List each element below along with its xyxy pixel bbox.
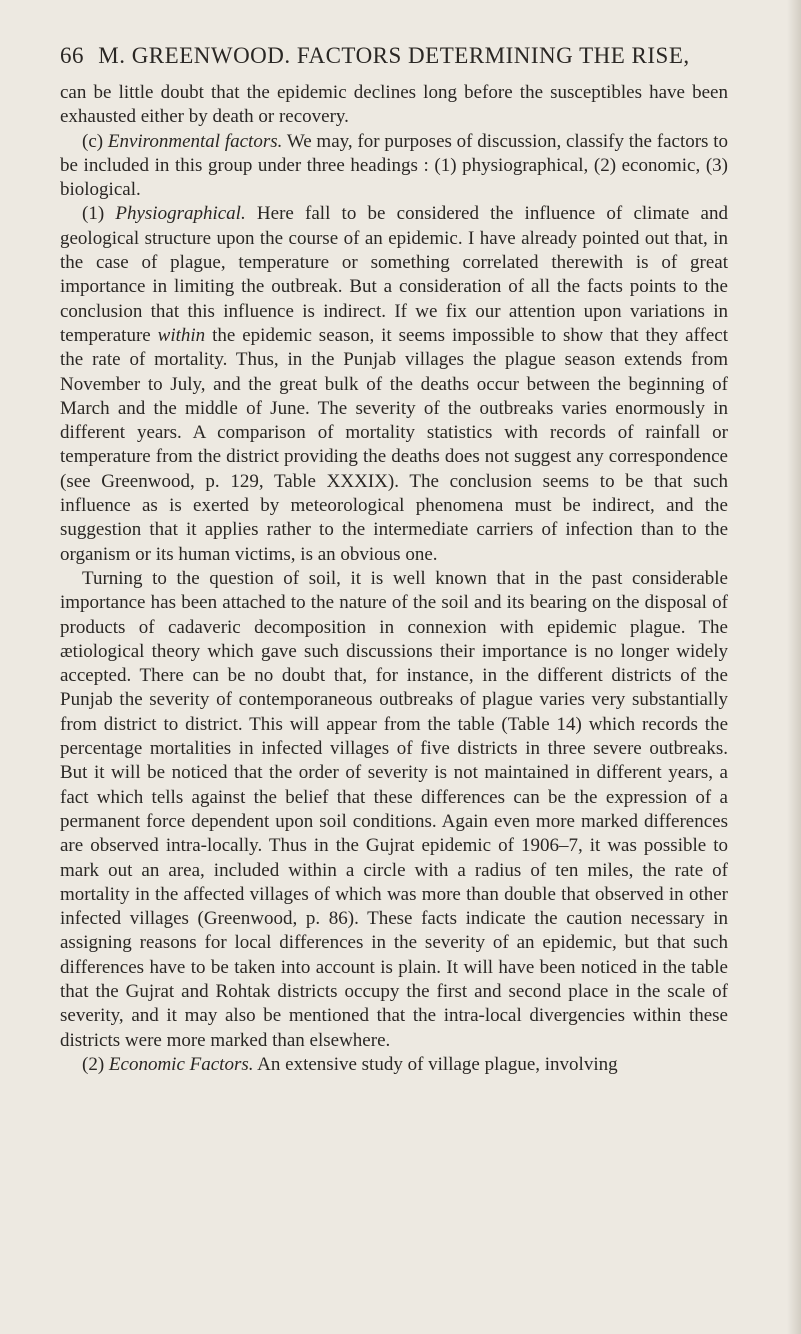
text-run: the epidemic season, it seems impossible to show that they affect the rate of mortality. Thus, in the Punjab villages the plague season extends from November to July, and the great bulk of the deaths occur between the beginning of March and the middle of June. The severity of the outbreaks varies enormously in different years. A comparison of mortality statistics with records of rainfall or temperature from the district providing the deaths does not suggest any correspondence (see Greenwood, p. 129, Table XXXIX). The conclusion seems to be that such influence as is exerted by meteorological phenomena must be indirect, and the suggestion that it applies rather to the intermediate carriers of infection than to the organism or its human victims, is an obvious one. bbox=[60, 324, 728, 565]
page-number: 66 bbox=[60, 43, 84, 68]
running-header bbox=[60, 40, 728, 72]
book-page bbox=[60, 40, 728, 1077]
text-run: An extensive study of village plague, involving bbox=[253, 1053, 618, 1075]
paragraph bbox=[60, 81, 728, 130]
text-run: (c) bbox=[82, 130, 108, 152]
italic-text: Economic Factors. bbox=[108, 1053, 254, 1075]
running-title: M. GREENWOOD. FACTORS DETERMINING THE RISE, bbox=[98, 43, 690, 68]
italic-text: within bbox=[157, 324, 206, 346]
body-text bbox=[60, 81, 728, 1077]
paragraph bbox=[60, 202, 728, 566]
text-run: Turning to the question of soil, it is well known that in the past considerable importance has been attached to the nature of the soil and its bearing on the disposal of products of cadaveric decomposition in connexion with epidemic plague. The ætiological theory which gave such discussions their importance is no longer widely accepted. There can be no doubt that, for instance, in the different districts of the Punjab the severity of contemporaneous outbreaks of plague varies very substantially from district to district. This will appear from the table (Table 14) which records the percentage mortalities in infected villages of five districts in three severe outbreaks. But it will be noticed that the order of severity is not maintained in different years, a fact which tells against the belief that these differences can be the expression of a permanent force dependent upon soil conditions. Again even more marked differences are observed intra-locally. Thus in the Gujrat epidemic of 1906–7, it was possible to mark out an area, included within a circle with a radius of ten miles, the rate of mortality in the affected villages of which was more than double that observed in other infected villages (Greenwood, p. 86). These facts indicate the caution necessary in assigning reasons for local differences in the severity of an epidemic, but that such differences have to be taken into account is plain. It will have been noticed in the table that the Gujrat and Rohtak districts occupy the first and second place in the scale of severity, and it may also be mentioned that the intra-local divergencies within these districts were more marked than elsewhere. bbox=[60, 567, 728, 1051]
italic-text: Environmental factors. bbox=[107, 130, 283, 152]
text-run: We may, for purposes of discussion, classify the factors to be included in this group under three headings : (1) physiographical, (2) economic, (3) biological. bbox=[60, 130, 729, 201]
text-run: Here fall to be considered the influence of climate and geological structure upon the course of an epidemic. I have already pointed out that, in the case of plague, temperature or something correlated therewith is of great importance in limiting the outbreak. But a consideration of all the facts points to the conclusion that this influence is indirect. If we fix our attention upon variations in temperature bbox=[60, 203, 728, 346]
text-run: can be little doubt that the epidemic declines long before the susceptibles have been exhausted either by death or recovery. bbox=[60, 82, 728, 128]
page-edge-shadow bbox=[787, 0, 801, 1334]
text-run: (2) bbox=[82, 1053, 109, 1075]
text-run: (1) bbox=[82, 203, 116, 225]
italic-text: Physiographical. bbox=[115, 203, 246, 225]
paragraph bbox=[60, 1053, 728, 1077]
paragraph bbox=[60, 567, 728, 1053]
paragraph bbox=[60, 130, 728, 203]
